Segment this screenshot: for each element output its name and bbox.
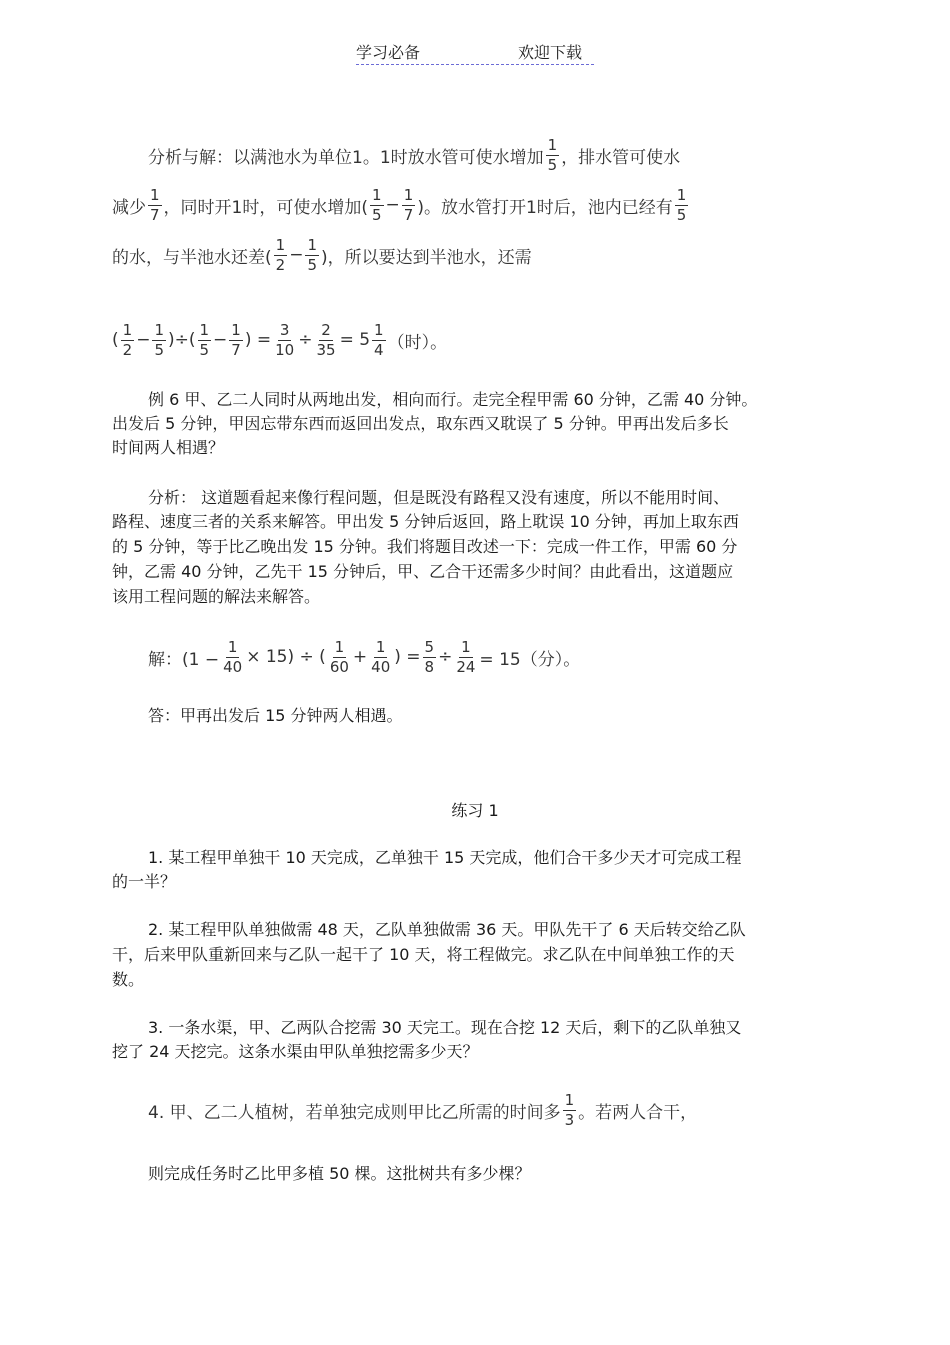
exercise-title: 练习 1 (451, 801, 499, 820)
exercise-q4-line-1 (148, 1085, 697, 1135)
operator: ) = (244, 330, 272, 350)
fraction: $\frac{1}{7}$ (403, 185, 414, 224)
unit: （时）。 (387, 332, 448, 353)
operator: )÷( (167, 330, 196, 350)
fraction: $\frac{1}{5}$ (676, 185, 687, 224)
analysis-line-2 (112, 182, 690, 228)
analysis-line-3 (112, 232, 532, 278)
header-left-text: 学习必备 (356, 43, 421, 62)
header-right-text: 欢迎下载 (518, 43, 583, 62)
exercise-q2-line-2: 干，后来甲队重新回来与乙队一起干了 10 天，将工程做完。求乙队在中间单独工作的天 (112, 945, 735, 964)
analysis-line-3-a: 的水，与半池水还差( (112, 247, 272, 268)
fraction: $\frac{1}{5}$ (154, 320, 164, 359)
divide-sign: ÷ (438, 647, 453, 667)
fraction: $\frac{1}{40}$ (371, 637, 391, 676)
fraction: $\frac{1}{7}$ (231, 320, 241, 359)
analysis-line-1 (148, 132, 680, 178)
fraction: $\frac{1}{3}$ (564, 1090, 575, 1129)
fraction: $\frac{1}{5}$ (547, 135, 558, 174)
fraction: $\frac{1}{2}$ (122, 320, 133, 359)
exercise-q4-text-b: 。若两人合干， (578, 1102, 698, 1123)
analysis-line-2-b: ，同时开1时，可使水增加( (163, 197, 368, 218)
exercise-q1-line-2: 的一半？ (112, 872, 177, 891)
analysis-line-2-c: )。放水管打开1时后，池内已经有 (417, 197, 673, 218)
analysis-line-1-end: ，排水管可使水 (561, 147, 681, 168)
formula-line (112, 315, 447, 365)
fraction: $\frac{2}{35}$ (316, 320, 336, 359)
fraction: $\frac{3}{10}$ (275, 320, 295, 359)
exercise-q1-line-1: 1. 某工程甲单独干 10 天完成，乙单独干 15 天完成，他们合干多少天才可完成工程 (148, 848, 742, 867)
paren: ( (112, 330, 119, 350)
analysis2-line-2: 路程、速度三者的关系来解答。甲出发 5 分钟后返回，路上耽误 10 分钟，再加上取东西 (112, 512, 739, 531)
exercise-q4-line-2: 则完成任务时乙比甲多植 50 棵。这批树共有多少棵？ (148, 1164, 531, 1183)
analysis-line-3-b: )，所以要达到半池水，还需 (320, 247, 532, 268)
solution-line (148, 632, 580, 682)
fraction: $\frac{1}{24}$ (456, 637, 476, 676)
exercise-q4-text-a: 4. 甲、乙二人植树，若单独完成则甲比乙所需的时间多 (148, 1102, 561, 1123)
solution-result: = 15（分）。 (479, 649, 581, 670)
analysis2-line-3: 的 5 分钟，等于比乙晚出发 15 分钟。我们将题目改述一下：完成一件工作，甲需 60 分 (112, 537, 738, 556)
minus-sign: − (213, 330, 228, 350)
fraction: $\frac{5}{8}$ (424, 637, 435, 676)
exercise-q2-line-1: 2. 某工程甲队单独做需 48 天，乙队单独做需 36 天。甲队先干了 6 天后转交给乙队 (148, 920, 746, 939)
exercise-q3-line-2: 挖了 24 天挖完。这条水渠由甲队单独挖需多少天？ (112, 1042, 479, 1061)
fraction: $\frac{1}{7}$ (150, 185, 160, 224)
example6-line-2: 出发后 5 分钟，甲因忘带东西而返回出发点，取东西又耽误了 5 分钟。甲再出发后多长 (112, 414, 729, 433)
fraction: $\frac{1}{40}$ (223, 637, 243, 676)
fraction: $\frac{1}{60}$ (329, 637, 349, 676)
minus-sign: − (136, 330, 151, 350)
exercise-q2-line-3: 数。 (112, 970, 145, 989)
minus-sign: − (289, 245, 304, 265)
divide-sign: ÷ (298, 330, 313, 350)
exercise-q3-line-1: 3. 一条水渠，甲、乙两队合挖需 30 天完工。现在合挖 12 天后，剩下的乙队单独又 (148, 1018, 742, 1037)
solution-label: 解：(1 − (148, 649, 220, 670)
page-header (356, 42, 594, 65)
fraction: $\frac{1}{5}$ (199, 320, 210, 359)
fraction: $\frac{1}{5}$ (307, 235, 317, 274)
analysis2-line-5: 该用工程问题的解法来解答。 (112, 587, 321, 606)
minus-sign: − (385, 195, 400, 215)
operator: ) = (394, 647, 421, 667)
analysis-line-1-text: 分析与解：以满池水为单位1。1时放水管可使水增加 (148, 147, 544, 168)
example6-line-1: 例 6 甲、乙二人同时从两地出发，相向而行。走完全程甲需 60 分钟，乙需 40 分钟。 (148, 390, 758, 409)
analysis2-line-4: 钟，乙需 40 分钟，乙先干 15 分钟后，甲、乙合干还需多少时间？由此看出，这道题应 (112, 562, 734, 581)
plus-sign: + (352, 647, 368, 667)
fraction: $\frac{1}{2}$ (275, 235, 286, 274)
fraction: $\frac{1}{5}$ (372, 185, 382, 224)
operator: = 5 (339, 330, 371, 350)
fraction: $\frac{1}{4}$ (374, 320, 384, 359)
analysis2-line-1: 分析： 这道题看起来像行程问题，但是既没有路程又没有速度，所以不能用时间、 (148, 488, 730, 507)
operator: × 15) ÷ ( (246, 647, 326, 667)
answer-line: 答：甲再出发后 15 分钟两人相遇。 (148, 706, 403, 725)
analysis-line-2-a: 减少 (112, 197, 146, 218)
example6-line-3: 时间两人相遇？ (112, 438, 225, 457)
